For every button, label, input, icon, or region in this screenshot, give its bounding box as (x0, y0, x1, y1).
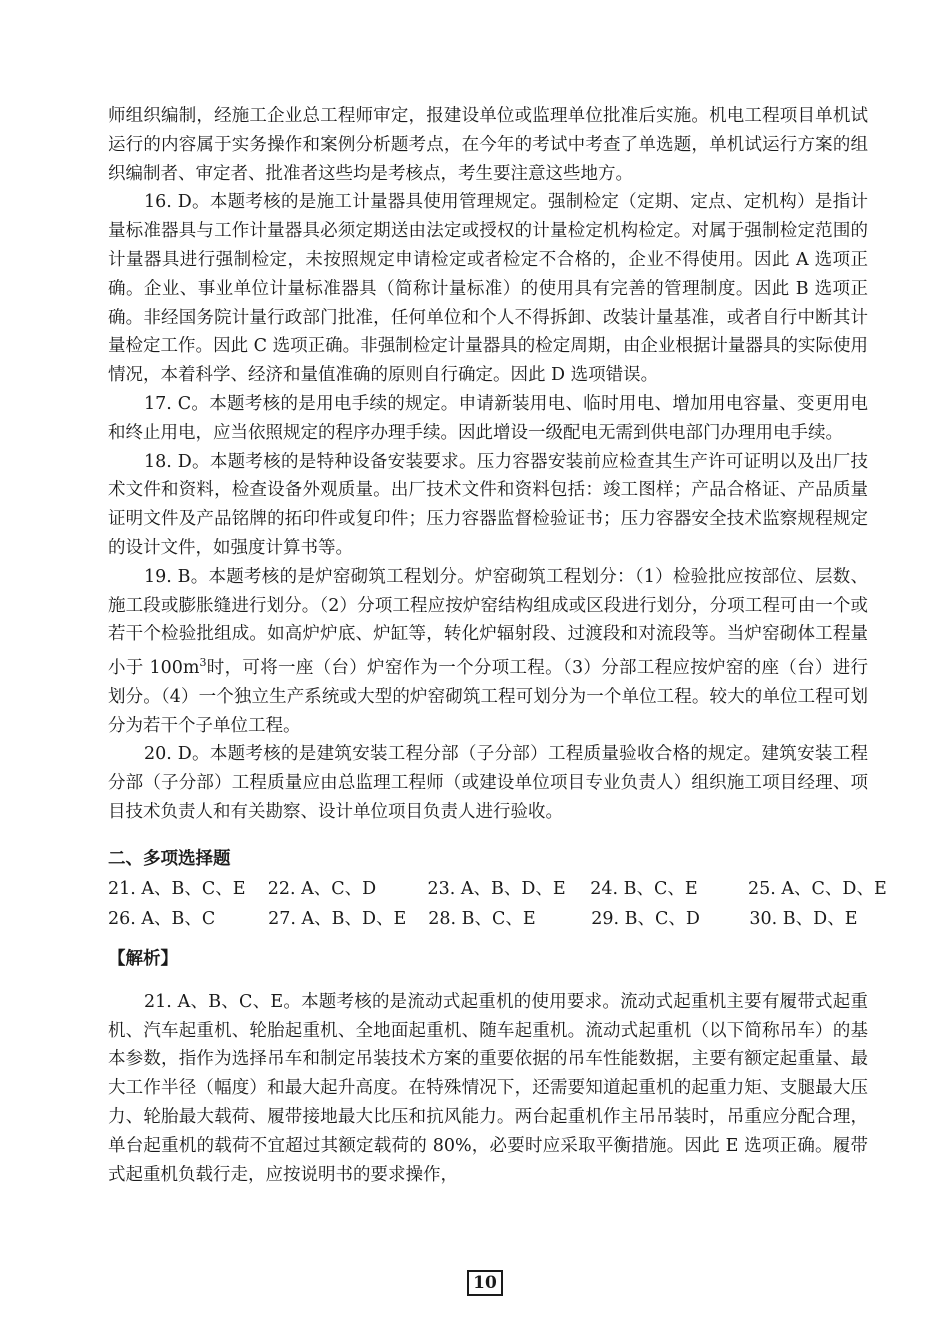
answer-21: 21. A、B、C、E (108, 878, 246, 899)
answer-23: 23. A、B、D、E (427, 878, 566, 899)
answer-22: 22. A、C、D (267, 878, 377, 899)
answer-27: 27. A、B、D、E (268, 908, 407, 929)
superscript-3: 3 (199, 656, 207, 670)
section-title-multiple-choice: 二、多项选择题 (108, 848, 231, 869)
answer-25: 25. A、C、D、E (748, 878, 887, 899)
answer-26: 26. A、B、C (108, 908, 216, 929)
paragraph-19-text-a: 19. B。本题考核的是炉窑砌筑工程划分。炉窑砌筑工程划分：（1）检验批应按部位、层数、施工段或膨胀缝进行划分。（2）分项工程应按炉窑结构组成或区段进行划分，分项工程可由一个或若干个检验批组成。如高炉炉底、炉缸等，转化炉辐射段、过渡段和对流段等。当炉窑砌体工程量小于 100m (108, 566, 868, 678)
paragraph-answer-17: 17. C。本题考核的是用电手续的规定。申请新装用电、临时用电、增加用电容量、变更用电和终止用电，应当依照规定的程序办理手续。因此增设一级配电无需到供电部门办理用电手续。 (108, 393, 868, 443)
paragraph-answer-18: 18. D。本题考核的是特种设备安装要求。压力容器安装前应检查其生产许可证明以及出厂技术文件和资料，检查设备外观质量。出厂技术文件和资料包括：竣工图样；产品合格证、产品质量证明文件及产品铭牌的拓印件或复印件；压力容器监督检验证书；压力容器安全技术监察规程规定的设计文件，如强度计算书等。 (108, 451, 868, 558)
page-number: 10 (467, 1270, 503, 1296)
paragraph-answer-16: 16. D。本题考核的是施工计量器具使用管理规定。强制检定（定期、定点、定机构）是指计量标准器具与工作计量器具必须定期送由法定或授权的计量检定机构检定。对属于强制检定范围的计量器具进行强制检定，未按照规定申请检定或者检定不合格的，企业不得使用。因此 A 选项正确。企业、事业单位计量标准器具（简称计量标准）的使用具有完善的管理制度。因此 B 选项正确。非经国务院计量行政部门批准，任何单位和个人不得拆卸、改装计量基准，或者自行中断其计量检定工作。因此 C 选项正确。非强制检定计量器具的检定周期，由企业根据计量器具的实际使用情况，本着科学、经济和量值准确的原则自行确定。因此 D 选项错误。 (108, 192, 868, 386)
paragraph-continuation: 师组织编制，经施工企业总工程师审定，报建设单位或监理单位批准后实施。机电工程项目单机试运行的内容属于实务操作和案例分析题考点，在今年的考试中考查了单选题，单机试运行方案的组织编制者、审定者、批准者这些均是考核点，考生要注意这些地方。 (108, 106, 868, 184)
answer-24: 24. B、C、E (590, 878, 698, 899)
answer-row-1 (108, 874, 887, 904)
analysis-heading: 【解析】 (108, 948, 178, 969)
paragraph-answer-21: 21. A、B、C、E。本题考核的是流动式起重机的使用要求。流动式起重机主要有履带式起重机、汽车起重机、轮胎起重机、全地面起重机、随车起重机。流动式起重机（以下简称吊车）的基本参数，指作为选择吊车和制定吊装技术方案的重要依据的吊车性能数据，主要有额定起重量、最大工作半径（幅度）和最大起升高度。在特殊情况下，还需要知道起重机的起重力矩、支腿最大压力、轮胎最大载荷、履带接地最大比压和抗风能力。两台起重机作主吊吊装时，吊重应分配合理，单台起重机的载荷不宜超过其额定载荷的 80%，必要时应采取平衡措施。因此 E 选项正确。履带式起重机负载行走，应按说明书的要求操作， (108, 991, 868, 1185)
paragraph-19-text-b: 时，可将一座（台）炉窑作为一个分项工程。（3）分部工程应按炉窑的座（台）进行划分。（4）一个独立生产系统或大型的炉窑砌筑工程可划分为一个单位工程。较大的单位工程可划分为若干个子单位工程。 (108, 657, 868, 736)
answer-28: 28. B、C、E (428, 908, 536, 929)
answer-row-2 (108, 904, 868, 934)
page-content (108, 102, 887, 1189)
answer-29: 29. B、C、D (591, 908, 700, 929)
paragraph-answer-19 (108, 563, 868, 741)
answer-30: 30. B、D、E (749, 908, 858, 929)
paragraph-answer-20: 20. D。本题考核的是建筑安装工程分部（子分部）工程质量验收合格的规定。建筑安装工程分部（子分部）工程质量应由总监理工程师（或建设单位项目专业负责人）组织施工项目经理、项目技术负责人和有关勘察、设计单位项目负责人进行验收。 (108, 744, 868, 822)
